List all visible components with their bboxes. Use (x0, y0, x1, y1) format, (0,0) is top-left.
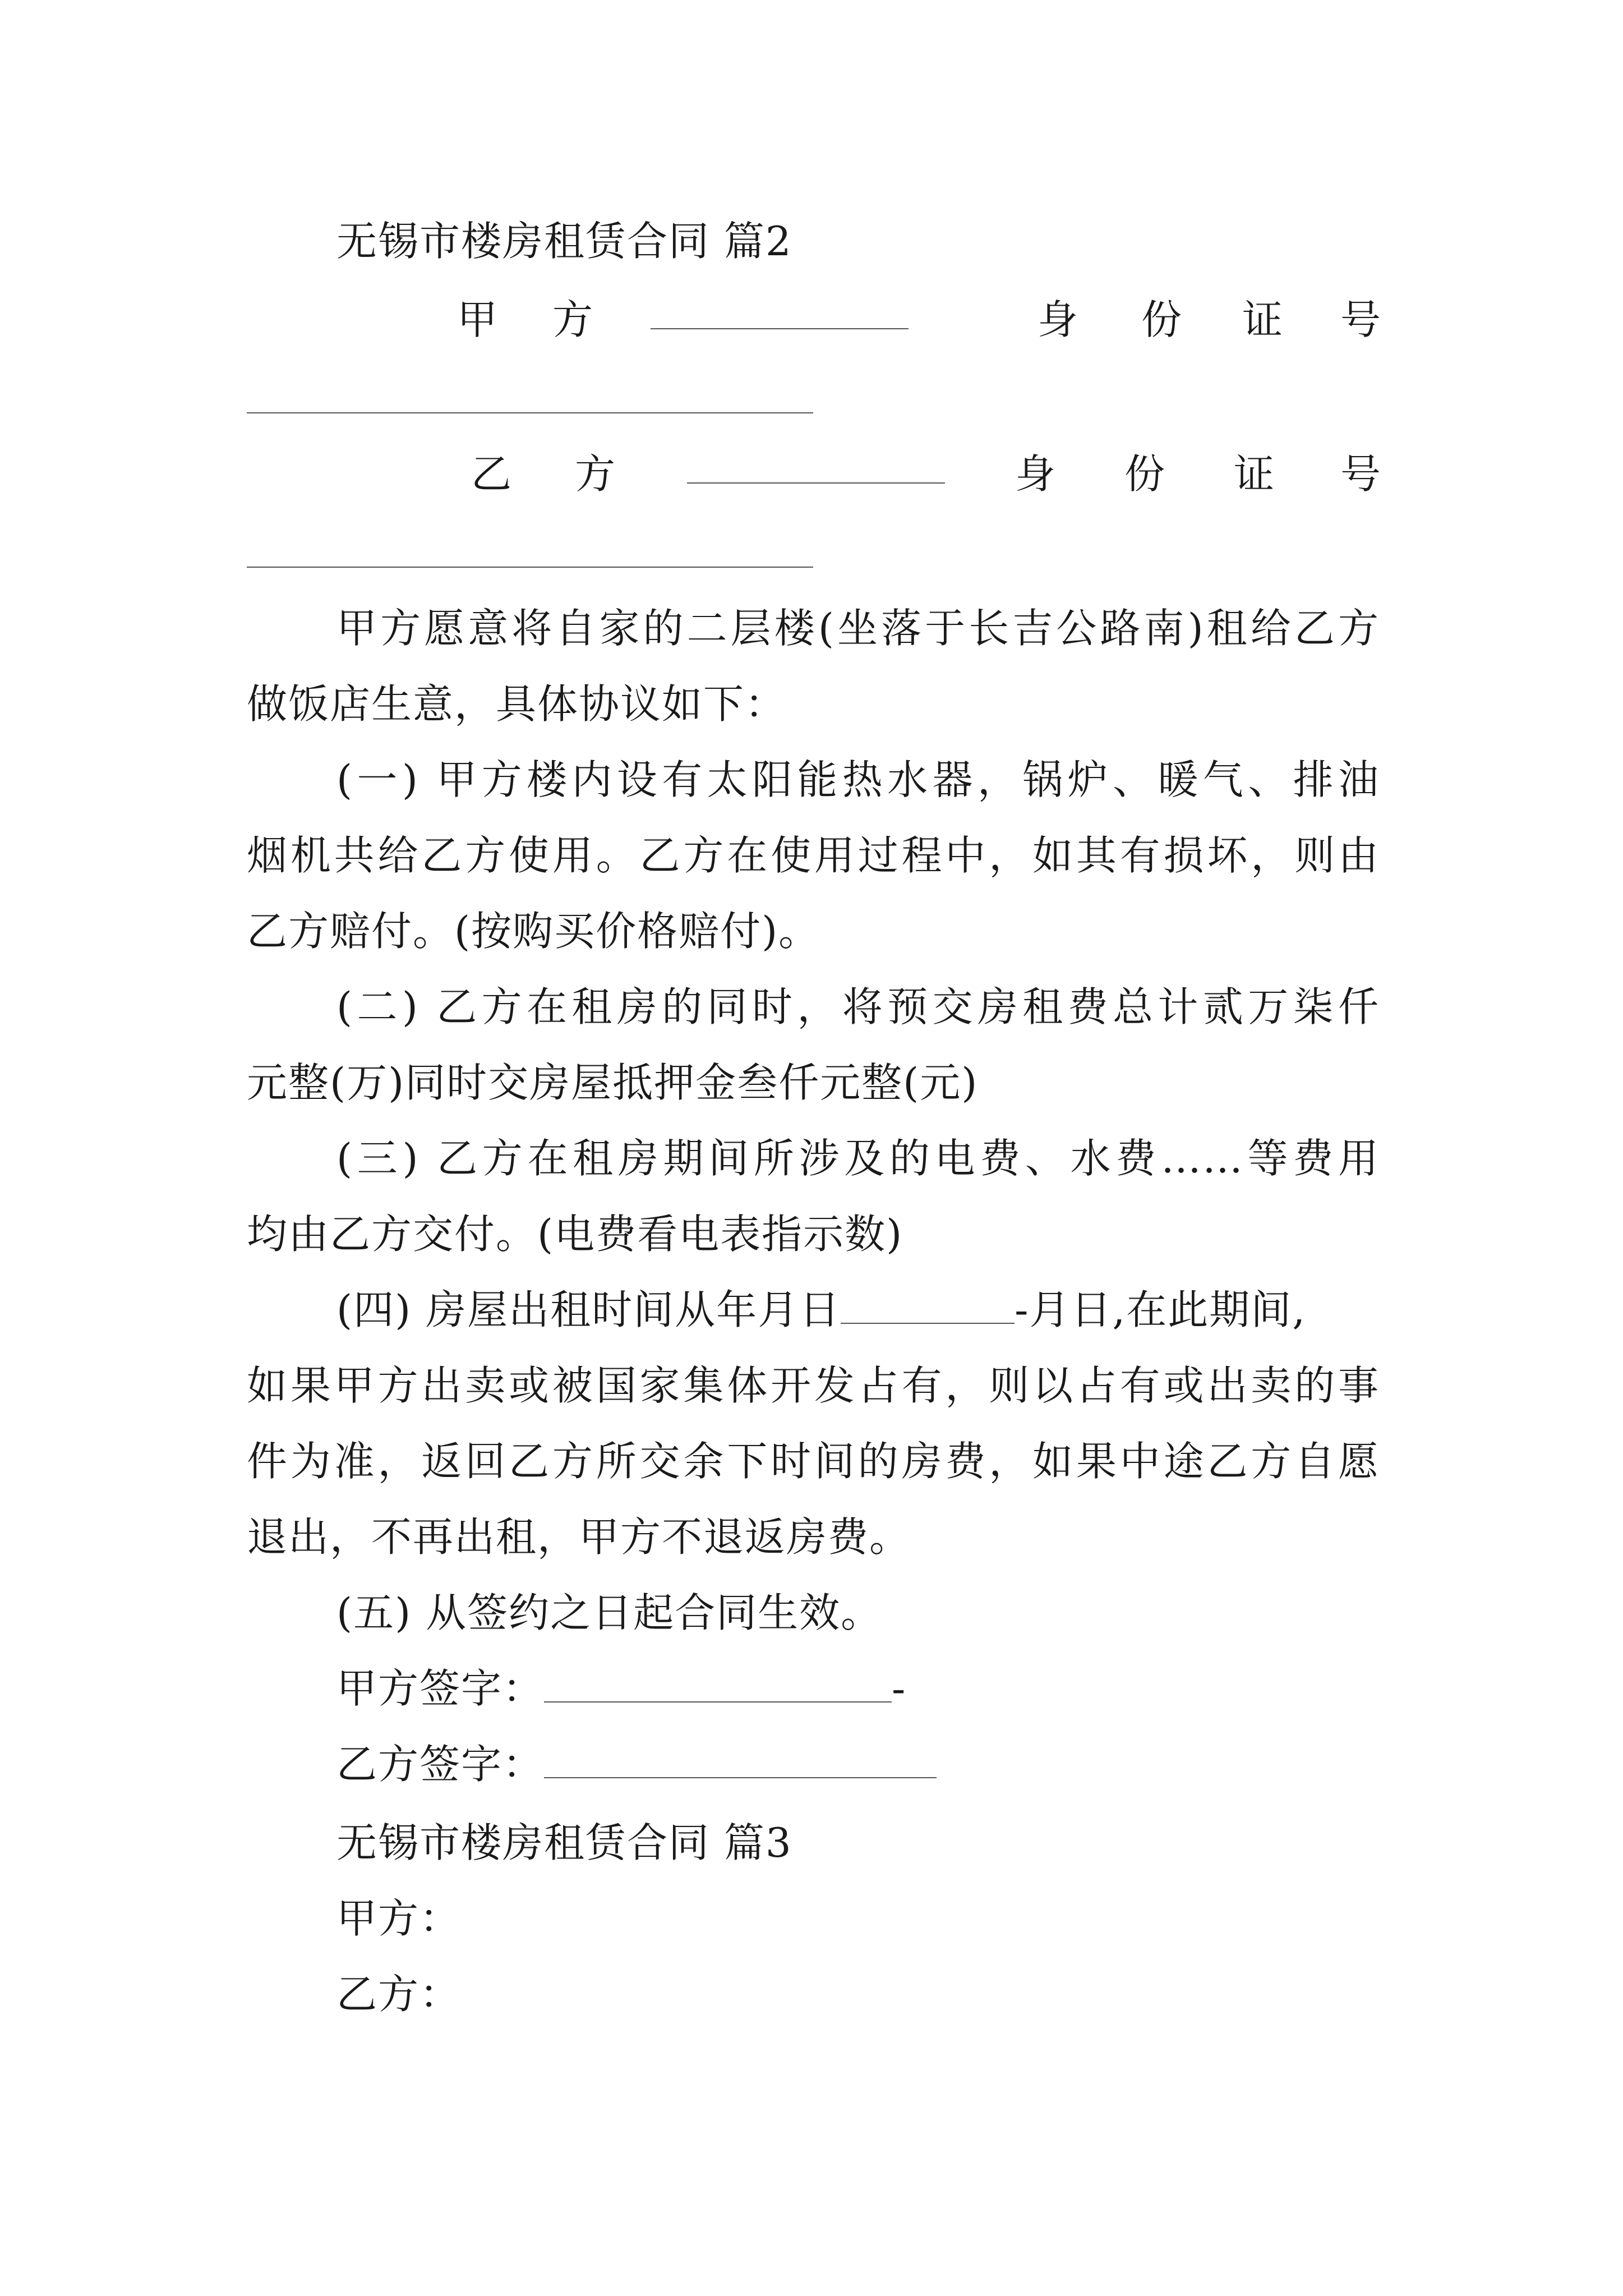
sign-b-row (336, 1739, 937, 1789)
section-heading: 无锡市楼房租赁合同 篇2 (336, 218, 792, 265)
party-b-label-2: 方 (575, 450, 616, 498)
section-heading-3: 无锡市楼房租赁合同 篇3 (336, 1819, 792, 1866)
clause-4-date-blank (841, 1288, 1015, 1324)
party-b-id-label-3: 证 (1234, 450, 1275, 498)
party-a-id-blank (247, 412, 813, 413)
clause-3-line-2: 均由乙方交付。(电费看电表指示数) (247, 1211, 903, 1258)
clause-1-line-1: (一) 甲方楼内设有太阳能热水器，锅炉、暖气、排油 (336, 756, 1380, 803)
clause-4-line-1 (336, 1285, 1380, 1335)
clause-3-line-1: (三) 乙方在租房期间所涉及的电费、水费……等费用 (336, 1135, 1380, 1182)
sign-b-blank (544, 1742, 937, 1778)
clause-4-line-4: 退出，不再出租，甲方不退返房费。 (247, 1513, 911, 1561)
sign-b-label: 乙方签字： (336, 1741, 545, 1788)
intro-line-1: 甲方愿意将自家的二层楼(坐落于长吉公路南)租给乙方 (336, 605, 1380, 652)
party-a-id-label-4: 号 (1340, 296, 1381, 343)
party-b-id-blank (247, 567, 813, 568)
party-a-id-label-1: 身 (1038, 296, 1078, 343)
party-b-label-1: 乙 (471, 450, 512, 498)
clause-4-line-3: 件为准，返回乙方所交余下时间的房费，如果中途乙方自愿 (247, 1438, 1380, 1485)
party-b-id-label-1: 身 (1015, 450, 1056, 498)
party-a-id-label-3: 证 (1242, 296, 1283, 343)
clause-2-line-2: 元整(万)同时交房屋抵押金叁仟元整(元) (247, 1059, 979, 1106)
sign-a-blank (544, 1667, 892, 1703)
clause-2-line-1: (二) 乙方在租房的同时，将预交房租费总计贰万柒仟 (336, 983, 1380, 1030)
party-a-label-1: 甲 (457, 296, 498, 343)
party-a-row (0, 295, 1623, 345)
party-a-label-2: 方 (552, 296, 593, 343)
party-b-id-label-4: 号 (1340, 450, 1381, 498)
party-a-id-label-2: 份 (1141, 296, 1182, 343)
clause-5: (五) 从签约之日起合同生效。 (336, 1589, 883, 1636)
party-b-id-label-2: 份 (1124, 450, 1165, 498)
party-a-3: 甲方： (336, 1895, 462, 1942)
intro-line-2: 做饭店生意，具体协议如下： (247, 680, 787, 728)
party-b-name-blank (687, 449, 945, 484)
clause-4-line-2: 如果甲方出卖或被国家集体开发占有，则以占有或出卖的事 (247, 1362, 1380, 1409)
clause-4-line-1-a: (四) 房屋出租时间从年月日 (336, 1286, 841, 1333)
sign-a-suffix: - (892, 1665, 907, 1712)
party-b-row (0, 449, 1623, 499)
party-a-name-blank (651, 295, 909, 329)
clause-4-line-1-b: -月日,在此期间, (1015, 1286, 1307, 1333)
clause-1-line-2: 烟机共给乙方使用。乙方在使用过程中，如其有损坏，则由 (247, 832, 1380, 879)
sign-a-label: 甲方签字： (336, 1665, 545, 1712)
party-b-3: 乙方： (336, 1971, 462, 2018)
sign-a-row (336, 1663, 906, 1714)
clause-1-line-3: 乙方赔付。(按购买价格赔付)。 (247, 908, 820, 955)
